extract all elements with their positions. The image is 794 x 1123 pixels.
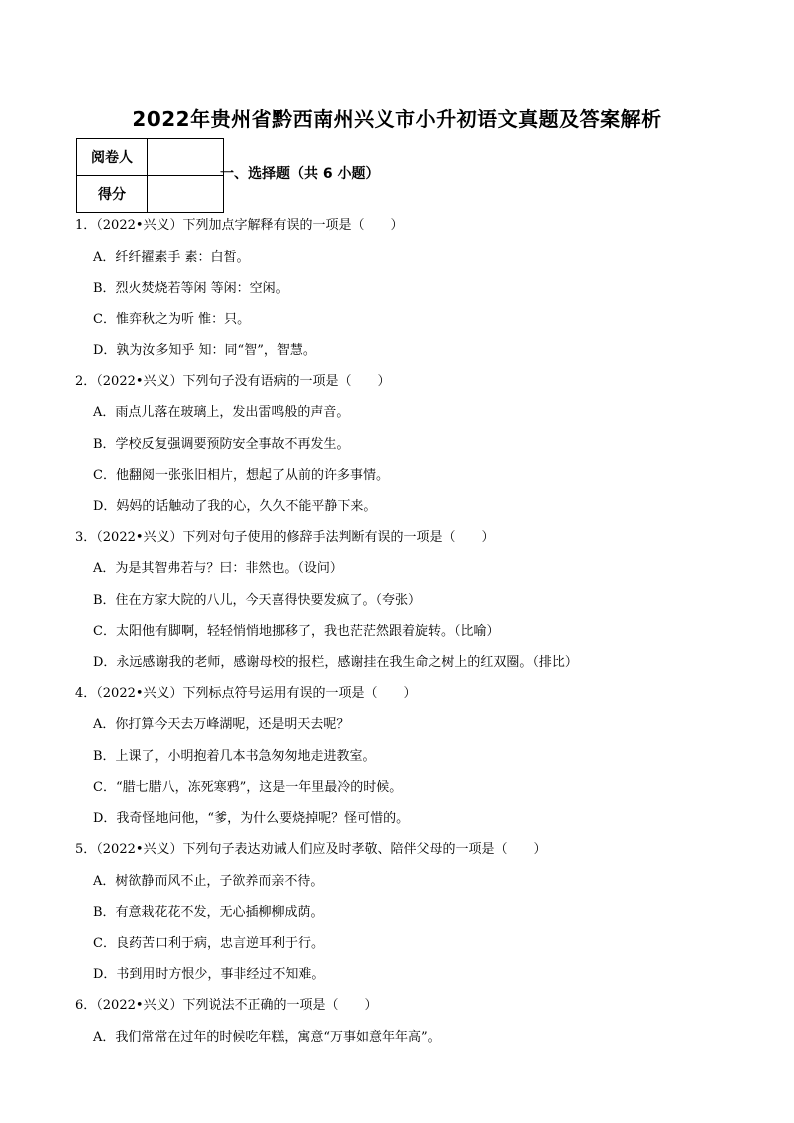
question-2-option-d: D．妈妈的话触动了我的心，久久不能平静下来。 [93,499,377,514]
section-heading: 一、选择题（共 6 小题） [220,166,380,182]
question-5-option-a: A．树欲静而风不止，子欲养而亲不待。 [93,874,324,889]
score-label: 得分 [77,176,148,213]
question-5-option-b: B．有意栽花花不发，无心插柳柳成荫。 [93,905,324,920]
question-6-option-a: A．我们常常在过年的时候吃年糕，寓意“万事如意年年高”。 [93,1030,441,1045]
question-4-option-b: B．上课了，小明抱着几本书急匆匆地走进教室。 [93,749,376,764]
question-1-option-b: B．烈火焚烧若等闲 等闲：空闲。 [93,281,289,296]
question-stem-3: 3．（2022•兴义）下列对句子使用的修辞手法判断有误的一项是（ ） [75,530,495,545]
question-stem-6: 6．（2022•兴义）下列说法不正确的一项是（ ） [75,998,378,1013]
question-3-option-c: C．太阳他有脚啊，轻轻悄悄地挪移了，我也茫茫然跟着旋转。（比喻） [93,624,500,639]
page-title: 2022年贵州省黔西南州兴义市小升初语文真题及答案解析 [132,107,662,131]
question-4-option-c: C．“腊七腊八，冻死寒鸦”，这是一年里最冷的时候。 [93,780,403,795]
question-2-option-b: B．学校反复强调要预防安全事故不再发生。 [93,437,350,452]
question-2-option-a: A．雨点儿落在玻璃上，发出雷鸣般的声音。 [93,405,350,420]
question-stem-2: 2．（2022•兴义）下列句子没有语病的一项是（ ） [75,374,391,389]
question-4-option-a: A．你打算今天去万峰湖呢，还是明天去呢？ [93,717,350,732]
question-1-option-d: D．孰为汝多知乎 知：同“智”，智慧。 [93,343,316,358]
score-table [76,138,224,213]
question-4-option-d: D．我奇怪地问他，“爹，为什么要烧掉呢？怪可惜的。 [93,811,410,826]
question-stem-5: 5．（2022•兴义）下列句子表达劝诫人们应及时孝敬、陪伴父母的一项是（ ） [75,842,547,857]
question-3-option-b: B．住在方家大院的八儿，今天喜得快要发疯了。（夸张） [93,593,422,608]
grader-label: 阅卷人 [77,139,148,176]
question-stem-1: 1．（2022•兴义）下列加点字解释有误的一项是（ ） [75,218,404,233]
question-1-option-a: A．纤纤擢素手 素：白皙。 [93,250,250,265]
score-field [148,176,224,213]
question-3-option-a: A．为是其智弗若与？曰：非然也。（设问） [93,561,343,576]
question-5-option-c: C．良药苦口利于病，忠言逆耳利于行。 [93,936,324,951]
question-5-option-d: D．书到用时方恨少，事非经过不知难。 [93,967,325,982]
question-1-option-c: C．惟弈秋之为听 惟：只。 [93,312,251,327]
question-stem-4: 4．（2022•兴义）下列标点符号运用有误的一项是（ ） [75,686,417,701]
grader-field [148,139,224,176]
question-2-option-c: C．他翻阅一张张旧相片，想起了从前的许多事情。 [93,468,389,483]
question-3-option-d: D．永远感谢我的老师，感谢母校的报栏，感谢挂在我生命之树上的红双圈。（排比） [93,655,578,670]
